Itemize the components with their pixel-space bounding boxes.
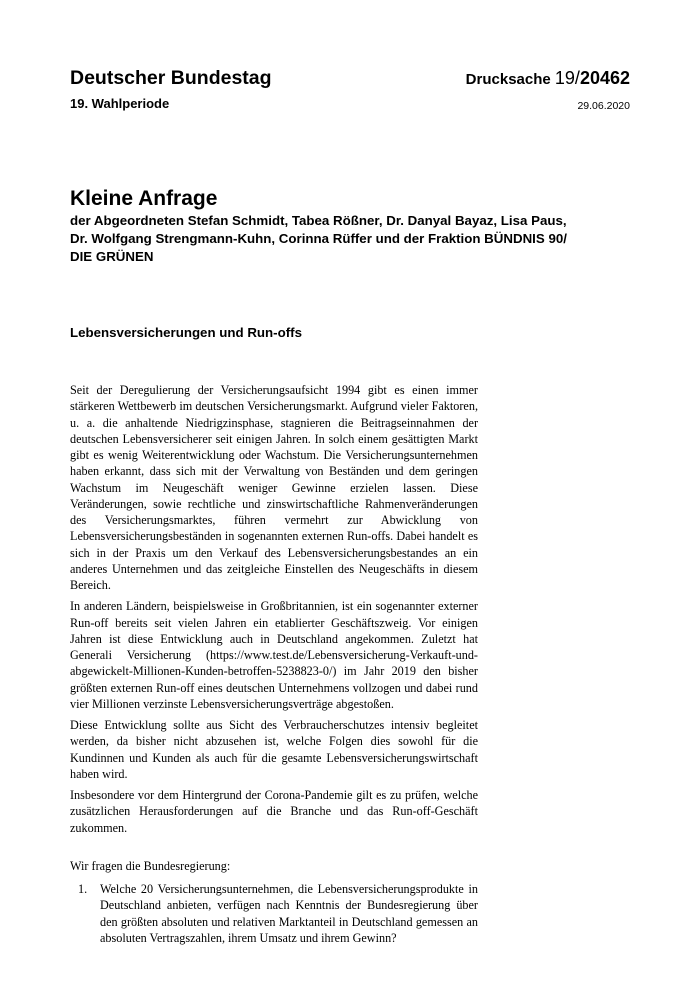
question-text: Welche 20 Versicherungsunternehmen, die Lebensversicherungsprodukte in Deutschland anbieten, verfügen nach Kenntnis der Bundesregierung über den größten absoluten und relativen Marktanteil in Deutschland gemessen an absoluten Vertragszahlen, ihrem Umsatz und ihrem Gewinn? (100, 882, 478, 945)
document-number-label: Drucksache (465, 71, 551, 88)
paragraph: In anderen Ländern, beispielsweise in Großbritannien, ist ein sogenannter externer Run-off bereits seit vielen Jahren ein etablierter Geschäftszweig. Vor einigen Jahren ist diese Entwicklung auch in Deutschland angekommen. Zuletzt hat Generali Versicherung (https://www.test.de/Lebensversicherung-Verkauft-und-abgewickelt-Millionen-Kunden-betroffen-5238823-0/) im Jahr 2019 den bisher größten externen Run-off eines deutschen Unternehmens vollzogen und dabei rund vier Millionen verzinste Lebensversicherungsverträge abgestoßen. (70, 599, 478, 711)
authors-line: der Abgeordneten Stefan Schmidt, Tabea Rößner, Dr. Danyal Bayaz, Lisa Paus, (70, 213, 567, 228)
document-date: 29.06.2020 (577, 100, 630, 112)
header-right (466, 66, 630, 114)
authors-block (70, 212, 630, 266)
paragraph: Seit der Deregulierung der Versicherungsaufsicht 1994 gibt es einen immer stärkeren Wettbewerb im deutschen Versicherungsmarkt. Aufgrund vieler Faktoren, u. a. die anhaltende Niedrigzinsphase, stagnieren die Beitragseinnahmen der deutschen Lebensversicherer seit einigen Jahren. In solch einem gesättigten Markt gibt es wenig Weiterentwicklung oder Wachstum. Die Versicherungsunternehmen haben erkannt, dass sich mit der Verwaltung von Beständen und dem geringen Wachstum im Neugeschäft weniger Gewinne erzielen lassen. Diese Veränderungen, sowie rechtliche und zinswirtschaftliche Rahmenveränderungen des Versicherungsmarktes, führen vermehrt zur Abwicklung von Lebensversicherungsbeständen in sogenannten externen Run-offs. Dabei handelt es sich in der Praxis um den Verkauf des Lebensversicherungsbestandes an ein anderes Unternehmen und das zeitgleiche Einstellen des Neugeschäfts in diesem Bereich. (70, 383, 478, 592)
question-number: 1. (78, 882, 88, 896)
paragraph: Insbesondere vor dem Hintergrund der Corona-Pandemie gilt es zu prüfen, welche zusätzlichen Herausforderungen auf die Branche und das Run-off-Geschäft zukommen. (70, 788, 478, 835)
authors-line: DIE GRÜNEN (70, 249, 154, 264)
document-number (466, 66, 630, 92)
document-body (70, 382, 478, 946)
header-left (70, 66, 272, 112)
paragraph: Diese Entwicklung sollte aus Sicht des Verbraucherschutzes intensiv begleitet werden, da bisher nicht abzusehen ist, welche Folgen dies sowohl für die Kundinnen und Kunden als auch für die gesamte Lebensversicherungswirtschaft haben wird. (70, 718, 478, 781)
question-item (70, 881, 478, 946)
legislative-period: 19. Wahlperiode (70, 96, 170, 111)
questions-intro: Wir fragen die Bundesregierung: (70, 858, 231, 873)
document-number-prefix: 19/ (554, 68, 580, 88)
authors-line: Dr. Wolfgang Strengmann-Kuhn, Corinna Rüffer und der Fraktion BÜNDNIS 90/ (70, 231, 567, 246)
institution-title: Deutscher Bundestag (70, 67, 272, 89)
document-kind: Kleine Anfrage (70, 187, 218, 210)
document-topic: Lebensversicherungen und Run-offs (70, 325, 302, 340)
document-number-main: 20462 (579, 68, 630, 88)
